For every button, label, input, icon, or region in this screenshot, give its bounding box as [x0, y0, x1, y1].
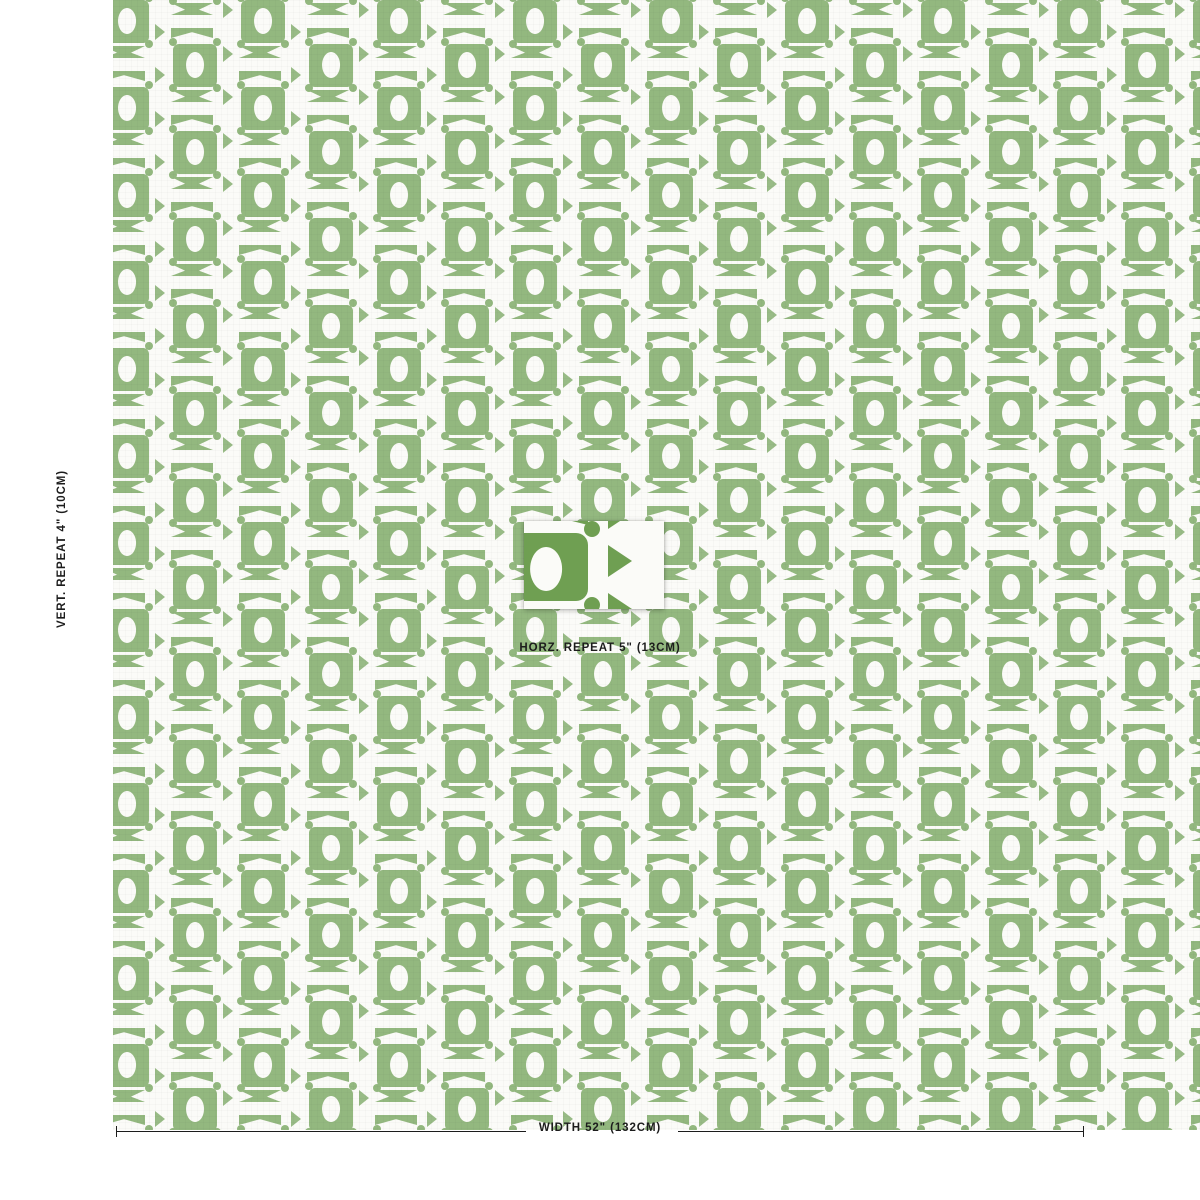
vertical-repeat-label: VERT. REPEAT 4" (10CM) [56, 470, 68, 628]
width-measure-row [0, 1122, 1200, 1142]
magnified-pattern-detail [524, 521, 664, 609]
horizontal-repeat-label: HORZ. REPEAT 5" (13CM) [519, 642, 681, 654]
width-label: WIDTH 52" (132CM) [538, 1122, 662, 1134]
detail-chip-artwork [524, 521, 664, 609]
vertical-repeat-label-area [0, 0, 113, 1130]
